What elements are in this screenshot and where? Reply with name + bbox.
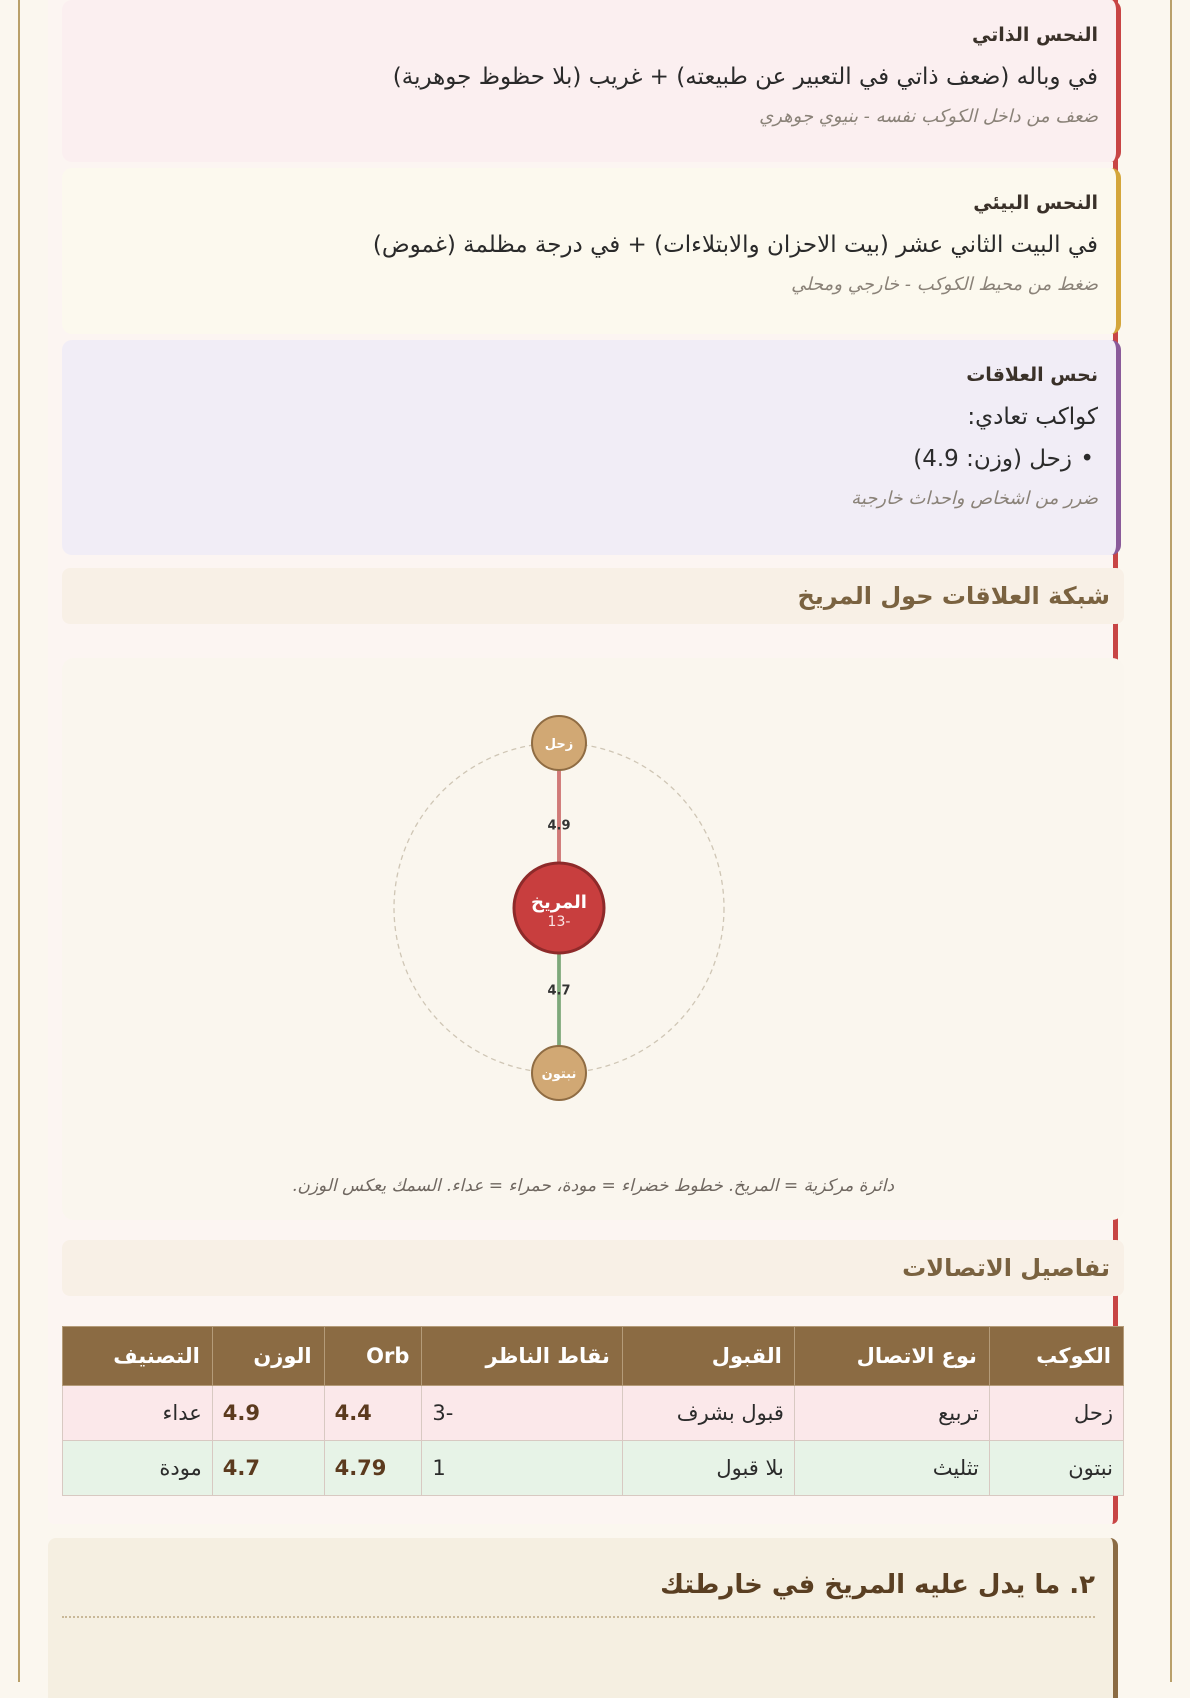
cell-weight: 4.7 [212, 1441, 324, 1496]
env-affliction-card [62, 168, 1121, 334]
next-section-title: ٢. ما يدل عليه المريخ في خارطتك [660, 1570, 1095, 1600]
cell-aspect: تثليث [794, 1441, 989, 1496]
rel-affliction-card [62, 340, 1121, 555]
next-section [48, 1538, 1118, 1698]
cell-aspect: تربيع [794, 1386, 989, 1441]
self-affliction-note: ضعف من داخل الكوكب نفسه - بنيوي جوهري [759, 106, 1098, 127]
rel-affliction-title: نحس العلاقات [966, 364, 1098, 386]
table-row [63, 1386, 1124, 1441]
cell-weight: 4.9 [212, 1386, 324, 1441]
self-affliction-title: النحس الذاتي [971, 24, 1098, 46]
rel-affliction-note: ضرر من اشخاص واحداث خارجية [851, 488, 1098, 509]
network-caption: دائرة مركزية = المريخ. خطوط خضراء = مودة، حمراء = عداء. السمك يعكس الوزن. [291, 1176, 895, 1196]
cell-class: عداء [63, 1386, 213, 1441]
table-header-row [63, 1327, 1124, 1386]
relation-weight-label: 4.9 [547, 818, 571, 834]
header-reception: القبول [622, 1327, 794, 1386]
header-points: نقاط الناظر [422, 1327, 623, 1386]
table-row [63, 1441, 1124, 1496]
rel-affliction-bullet: • زحل (وزن: 4.9) [62, 446, 1098, 472]
center-node-score: -13 [547, 914, 571, 930]
cell-class: مودة [63, 1441, 213, 1496]
mars-affliction-section [48, 0, 1118, 1524]
env-affliction-text: في البيت الثاني عشر (بيت الاحزان والابتلاءات) + في درجة مظلمة (غموض) [372, 232, 1098, 258]
self-affliction-card [62, 0, 1121, 162]
relation-weight-label: 4.7 [547, 983, 571, 999]
header-class: التصنيف [63, 1327, 213, 1386]
section-divider [62, 1616, 1095, 1618]
network-heading: شبكة العلاقات حول المريخ [62, 568, 1124, 624]
planet-node-label: زحل [544, 737, 574, 752]
connections-table [62, 1326, 1124, 1496]
cell-points: 1 [422, 1441, 623, 1496]
cell-planet: زحل [989, 1386, 1123, 1441]
cell-planet: نبتون [989, 1441, 1123, 1496]
network-diagram [62, 658, 1124, 1220]
cell-orb: 4.79 [324, 1441, 422, 1496]
env-affliction-note: ضغط من محيط الكوكب - خارجي ومحلي [791, 274, 1098, 295]
header-orb: Orb [324, 1327, 422, 1386]
header-aspect: نوع الاتصال [794, 1327, 989, 1386]
connections-heading: تفاصيل الاتصالات [62, 1240, 1124, 1296]
rel-affliction-text: كواكب تعادي: [967, 404, 1098, 430]
cell-reception: قبول بشرف [622, 1386, 794, 1441]
cell-orb: 4.4 [324, 1386, 422, 1441]
planet-node-label: نبتون [541, 1067, 577, 1082]
center-node-name: المريخ [531, 892, 587, 913]
header-planet: الكوكب [989, 1327, 1123, 1386]
network-svg [62, 658, 1124, 1158]
header-weight: الوزن [212, 1327, 324, 1386]
self-affliction-text: في وباله (ضعف ذاتي في التعبير عن طبيعته) + غريب (بلا حظوظ جوهرية) [392, 64, 1098, 90]
env-affliction-title: النحس البيئي [973, 192, 1098, 214]
cell-points: -3 [422, 1386, 623, 1441]
cell-reception: بلا قبول [622, 1441, 794, 1496]
